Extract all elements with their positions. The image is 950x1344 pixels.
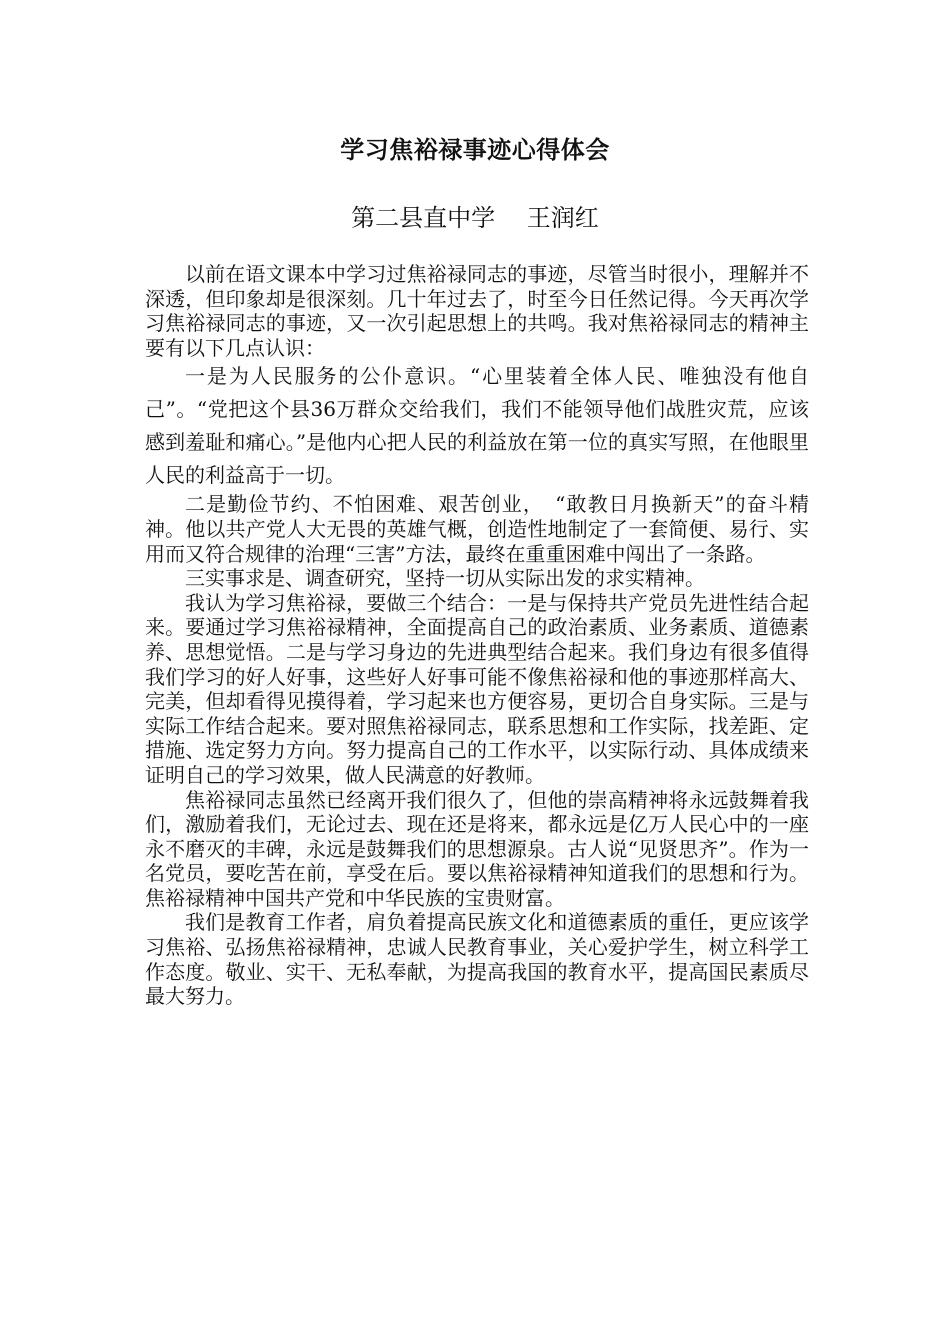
paragraph-point-two: 二是勤俭节约、不怕困难、艰苦创业， “敢教日月换新天”的奋斗精神。他以共产党人大无畏的英雄气概，创造性地制定了一套简便、易行、实用而又符合规律的治理“三害”方法，最终在重重困难中闯出了一条路。: [145, 492, 809, 566]
paragraph-intro: 以前在语文课本中学习过焦裕禄同志的事迹，尽管当时很小，理解并不深透，但印象却是很深刻。几十年过去了，时至今日任然记得。今天再次学习焦裕禄同志的事迹，又一次引起思想上的共鸣。我对焦裕禄同志的精神主要有以下几点认识：: [145, 262, 809, 360]
paragraph-point-one: 一是为人民服务的公仆意识。“心里装着全体人民、唯独没有他自己”。“党把这个县36万群众交给我们，我们不能领导他们战胜灾荒，应该感到羞耻和痛心。”是他内心把人民的利益放在第一位的真实写照，在他眼里人民的利益高于一切。: [145, 364, 809, 488]
document-body: [145, 262, 809, 1009]
document-title: 学习焦裕禄事迹心得体会: [340, 135, 610, 164]
paragraph-spirit: 焦裕禄同志虽然已经离开我们很久了，但他的崇高精神将永远鼓舞着我们，激励着我们，无论过去、现在还是将来，都永远是亿万人民心中的一座永不磨灭的丰碑，永远是鼓舞我们的思想源泉。古人说“见贤思齐”。作为一名党员，要吃苦在前，享受在后。要以焦裕禄精神知道我们的思想和行为。焦裕禄精神中国共产党和中华民族的宝贵财富。: [145, 787, 809, 910]
paragraph-educators: 我们是教育工作者，肩负着提高民族文化和道德素质的重任，更应该学习焦裕、弘扬焦裕禄精神，忠诚人民教育事业，关心爱护学生，树立科学工作态度。敬业、实干、无私奉献，为提高我国的教育水平，提高国民素质尽最大努力。: [145, 910, 809, 1009]
paragraph-three-combinations: 我认为学习焦裕禄，要做三个结合：一是与保持共产党员先进性结合起来。要通过学习焦裕禄精神，全面提高自己的政治素质、业务素质、道德素养、思想觉悟。二是与学习身边的先进典型结合起来。我们身边有很多值得我们学习的好人好事，这些好人好事可能不像焦裕禄和他的事迹那样高大、完美，但却看得见摸得着，学习起来也方便容易，更切合自身实际。三是与实际工作结合起来。要对照焦裕禄同志，联系思想和工作实际，找差距、定措施、选定努力方向。努力提高自己的工作水平，以实际行动、具体成绩来证明自己的学习效果，做人民满意的好教师。: [145, 590, 809, 787]
author-line: 第二县直中学 王润红: [351, 204, 599, 232]
paragraph-point-three: 三实事求是、调查研究，坚持一切从实际出发的求实精神。: [185, 566, 705, 591]
